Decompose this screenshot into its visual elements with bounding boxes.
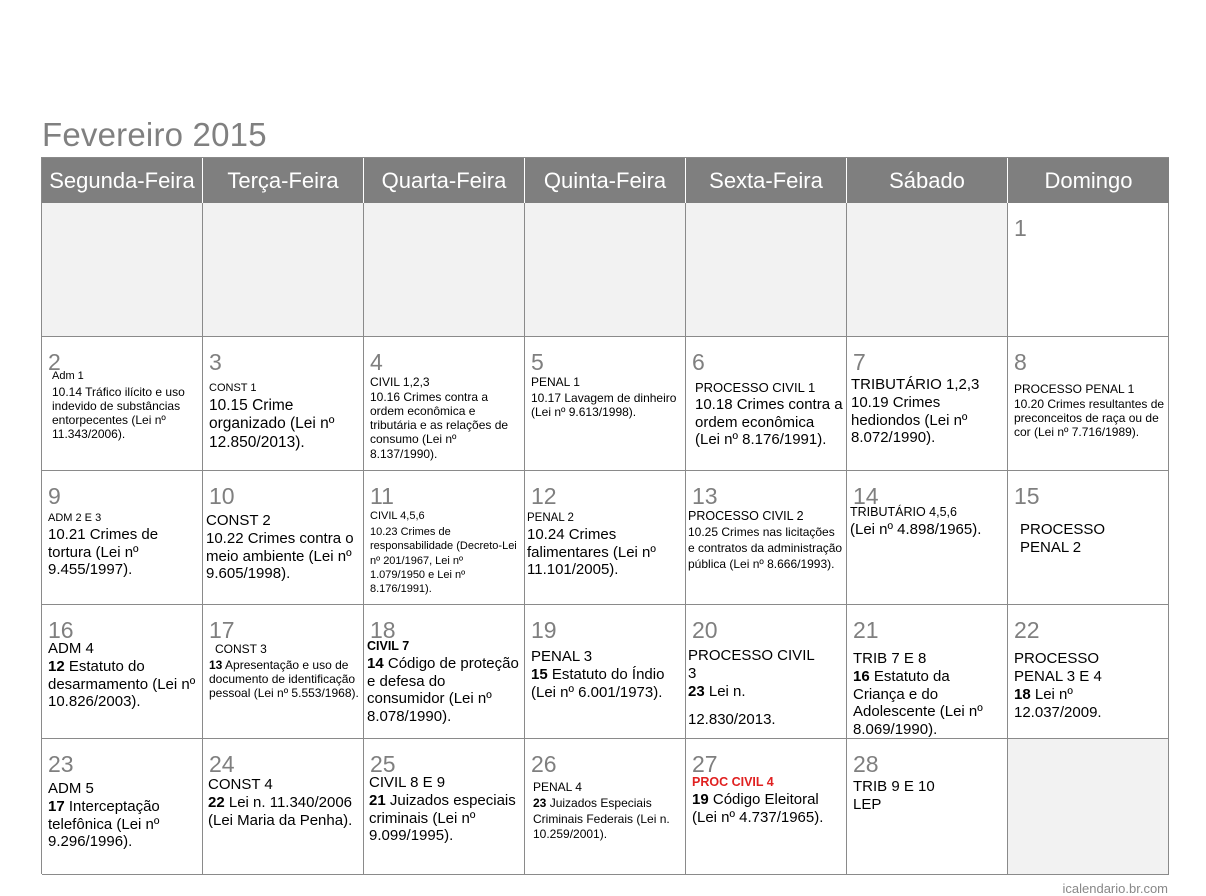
subject-label: ADM 2 E 3 bbox=[48, 512, 102, 524]
topic-number: 18 bbox=[1014, 686, 1031, 703]
subject-label: Adm 1 bbox=[52, 370, 84, 382]
day-number: 4 bbox=[370, 349, 383, 375]
subject-label: CIVIL 4,5,6 bbox=[370, 510, 425, 522]
topic-description: Lei n. bbox=[704, 683, 746, 700]
topic-description: Código Eleitoral (Lei nº 4.737/1965). bbox=[692, 791, 824, 826]
topic-text: 10.16 Crimes contra a ordem econômica e tributária e as relações de consumo (Lei nº 8.137/1990). bbox=[370, 390, 509, 461]
subject-label: CIVIL 8 E 9 bbox=[369, 774, 446, 791]
topic-text bbox=[208, 794, 360, 829]
topic-description: Lei n. 11.340/2006 (Lei Maria da Penha). bbox=[208, 794, 353, 829]
subject-label: CONST 3 bbox=[215, 642, 267, 656]
calendar-grid bbox=[41, 157, 1169, 874]
day-number: 9 bbox=[48, 483, 61, 509]
topic-description: Código de proteção e defesa do consumidor (Lei nº 8.078/1990). bbox=[367, 655, 519, 726]
subject-label: CIVIL 7 bbox=[367, 639, 410, 653]
subject-label: PROCESSO CIVIL 1 bbox=[695, 380, 816, 395]
subject-label: TRIB 9 E 10 bbox=[853, 778, 935, 795]
topic-text bbox=[692, 791, 843, 826]
topic-number: 19 bbox=[692, 791, 709, 808]
topic-text bbox=[1014, 686, 1128, 721]
day-number: 10 bbox=[209, 483, 235, 509]
day-cell-24 bbox=[203, 739, 364, 875]
day-cell-6 bbox=[686, 337, 847, 471]
day-number: 5 bbox=[531, 349, 544, 375]
day-cell-7 bbox=[847, 337, 1008, 471]
topic-text: 10.23 Crimes de responsabilidade (Decreto-Lei nº 201/1967, Lei nº 1.079/1950 e Lei nº 8.176/1991). bbox=[370, 526, 517, 596]
day-cell-empty bbox=[686, 203, 847, 337]
day-number: 24 bbox=[209, 751, 235, 777]
day-cell-12 bbox=[525, 471, 686, 605]
subject-label: ADM 5 bbox=[48, 780, 94, 797]
day-cell-25 bbox=[364, 739, 525, 875]
day-number: 2 bbox=[48, 349, 61, 375]
day-cell-1 bbox=[1008, 203, 1169, 337]
topic-text bbox=[209, 658, 360, 700]
day-number: 21 bbox=[853, 617, 879, 643]
day-cell-14 bbox=[847, 471, 1008, 605]
subject-label: PROCESSO CIVIL 3 bbox=[688, 647, 815, 682]
topic-description: Apresentação e uso de documento de identificação pessoal (Lei nº 5.553/1968). bbox=[209, 658, 359, 701]
day-cell-empty bbox=[364, 203, 525, 337]
day-number: 6 bbox=[692, 349, 705, 375]
topic-text bbox=[533, 796, 682, 843]
subject-label: PENAL 4 bbox=[533, 780, 582, 794]
topic-description: Juizados especiais criminais (Lei nº 9.099/1995). bbox=[369, 792, 516, 845]
header-friday: Sexta-Feira bbox=[686, 158, 847, 203]
topic-text: 10.22 Crimes contra o meio ambiente (Lei nº 9.605/1998). bbox=[206, 530, 354, 583]
day-number: 22 bbox=[1014, 617, 1040, 643]
subject-label: TRIBUTÁRIO 1,2,3 bbox=[851, 376, 980, 393]
header-sunday: Domingo bbox=[1008, 158, 1169, 203]
day-number: 27 bbox=[692, 751, 718, 777]
topic-text bbox=[48, 658, 199, 711]
subject-label: PENAL 3 bbox=[531, 648, 593, 665]
day-cell-19 bbox=[525, 605, 686, 739]
topic-text bbox=[531, 666, 682, 701]
topic-text: 10.20 Crimes resultantes de preconceitos de raça ou de cor (Lei nº 7.716/1989). bbox=[1014, 397, 1165, 440]
subject-label: PROCESSO CIVIL 2 bbox=[688, 509, 804, 523]
day-cell-11 bbox=[364, 471, 525, 605]
header-monday: Segunda-Feira bbox=[42, 158, 203, 203]
topic-number: 12 bbox=[48, 658, 65, 675]
day-number: 28 bbox=[853, 751, 879, 777]
day-cell-16 bbox=[42, 605, 203, 739]
topic-number: 22 bbox=[208, 794, 225, 811]
subject-label: ADM 4 bbox=[48, 640, 94, 657]
day-number: 11 bbox=[370, 483, 394, 509]
day-number: 23 bbox=[48, 751, 74, 777]
day-cell-10 bbox=[203, 471, 364, 605]
day-cell-8 bbox=[1008, 337, 1169, 471]
topic-text: (Lei nº 4.898/1965). bbox=[850, 521, 982, 538]
day-cell-3 bbox=[203, 337, 364, 471]
subject-label: PROCESSO PENAL 1 bbox=[1014, 382, 1135, 396]
day-cell-21 bbox=[847, 605, 1008, 739]
subject-label: CIVIL 1,2,3 bbox=[370, 375, 430, 389]
topic-number: 17 bbox=[48, 798, 65, 815]
topic-text: LEP bbox=[853, 796, 882, 813]
subject-label: PROC CIVIL 4 bbox=[692, 775, 774, 789]
subject-label: CONST 2 bbox=[206, 512, 271, 529]
day-cell-27 bbox=[686, 739, 847, 875]
topic-text: 10.19 Crimes hediondos (Lei nº 8.072/1990). bbox=[851, 394, 968, 447]
day-cell-4 bbox=[364, 337, 525, 471]
topic-text: 10.17 Lavagem de dinheiro (Lei nº 9.613/1998). bbox=[531, 391, 677, 420]
subject-label: PROCESSO PENAL 3 E 4 bbox=[1014, 650, 1102, 685]
topic-text bbox=[48, 798, 199, 851]
subject-label: TRIBUTÁRIO 4,5,6 bbox=[850, 505, 957, 519]
topic-description: Interceptação telefônica (Lei nº 9.296/1996). bbox=[48, 798, 160, 851]
day-number: 3 bbox=[209, 349, 222, 375]
day-cell-empty bbox=[42, 203, 203, 337]
topic-text: 10.21 Crimes de tortura (Lei nº 9.455/1997). bbox=[48, 526, 159, 579]
day-number: 13 bbox=[692, 483, 718, 509]
header-wednesday: Quarta-Feira bbox=[364, 158, 525, 203]
day-cell-20 bbox=[686, 605, 847, 739]
subject-label: TRIB 7 E 8 bbox=[853, 650, 927, 667]
topic-text: 10.18 Crimes contra a ordem econômica (Lei nº 8.176/1991). bbox=[695, 396, 843, 449]
topic-text bbox=[369, 792, 521, 845]
topic-description: Juizados Especiais Criminais Federais (Lei n. 10.259/2001). bbox=[533, 796, 670, 842]
page-title: Fevereiro 2015 bbox=[42, 116, 267, 153]
day-cell-13 bbox=[686, 471, 847, 605]
header-tuesday: Terça-Feira bbox=[203, 158, 364, 203]
day-cell-2 bbox=[42, 337, 203, 471]
day-cell-15 bbox=[1008, 471, 1169, 605]
day-cell-empty bbox=[525, 203, 686, 337]
day-cell-26 bbox=[525, 739, 686, 875]
topic-number: 23 bbox=[533, 796, 547, 810]
subject-label: PROCESSO PENAL 2 bbox=[1020, 521, 1106, 556]
topic-text bbox=[367, 655, 521, 726]
day-cell-22 bbox=[1008, 605, 1169, 739]
topic-text: 10.24 Crimes falimentares (Lei nº 11.101/2005). bbox=[527, 526, 656, 579]
day-cell-empty bbox=[1008, 739, 1169, 875]
day-number: 18 bbox=[370, 617, 396, 643]
day-cell-9 bbox=[42, 471, 203, 605]
topic-number: 14 bbox=[367, 655, 384, 672]
day-cell-5 bbox=[525, 337, 686, 471]
day-number: 8 bbox=[1014, 349, 1027, 375]
topic-number: 23 bbox=[688, 683, 705, 700]
day-number: 16 bbox=[48, 617, 74, 643]
topic-text bbox=[688, 683, 843, 701]
topic-number: 13 bbox=[209, 658, 223, 672]
topic-number: 21 bbox=[369, 792, 386, 809]
subject-label: CONST 1 bbox=[209, 382, 257, 394]
day-number: 15 bbox=[1014, 483, 1040, 509]
header-saturday: Sábado bbox=[847, 158, 1008, 203]
day-number: 20 bbox=[692, 617, 718, 643]
subject-label: PENAL 1 bbox=[531, 375, 580, 389]
day-number: 26 bbox=[531, 751, 557, 777]
day-number: 17 bbox=[209, 617, 235, 643]
topic-number: 15 bbox=[531, 666, 548, 683]
topic-text-continued: 12.830/2013. bbox=[688, 711, 776, 728]
day-number: 12 bbox=[531, 483, 557, 509]
day-cell-empty bbox=[203, 203, 364, 337]
day-cell-18 bbox=[364, 605, 525, 739]
day-number: 14 bbox=[853, 483, 879, 509]
day-number: 19 bbox=[531, 617, 557, 643]
topic-text: 10.15 Crime organizado (Lei nº 12.850/2013). bbox=[209, 397, 335, 451]
topic-text: 10.14 Tráfico ilícito e uso indevido de substâncias entorpecentes (Lei nº 11.343/2006). bbox=[52, 385, 185, 442]
topic-description: Lei nº 12.037/2009. bbox=[1014, 686, 1102, 721]
subject-label: CONST 4 bbox=[208, 776, 273, 793]
day-cell-28 bbox=[847, 739, 1008, 875]
day-number: 7 bbox=[853, 349, 866, 375]
day-cell-17 bbox=[203, 605, 364, 739]
topic-number: 16 bbox=[853, 668, 870, 685]
header-thursday: Quinta-Feira bbox=[525, 158, 686, 203]
footer-site-credit: icalendario.br.com bbox=[1062, 881, 1168, 896]
day-cell-empty bbox=[847, 203, 1008, 337]
day-number: 25 bbox=[370, 751, 396, 777]
topic-description: Estatuto da Criança e do Adolescente (Lei nº 8.069/1990). bbox=[853, 668, 983, 739]
topic-description: Estatuto do desarmamento (Lei nº 10.826/2003). bbox=[48, 658, 196, 711]
day-cell-23 bbox=[42, 739, 203, 875]
subject-label: PENAL 2 bbox=[527, 512, 574, 524]
topic-text bbox=[853, 668, 1004, 739]
topic-description: Estatuto do Índio (Lei nº 6.001/1973). bbox=[531, 666, 665, 701]
topic-text: 10.25 Crimes nas licitações e contratos da administração pública (Lei nº 8.666/1993). bbox=[688, 525, 843, 571]
day-number: 1 bbox=[1014, 215, 1027, 241]
